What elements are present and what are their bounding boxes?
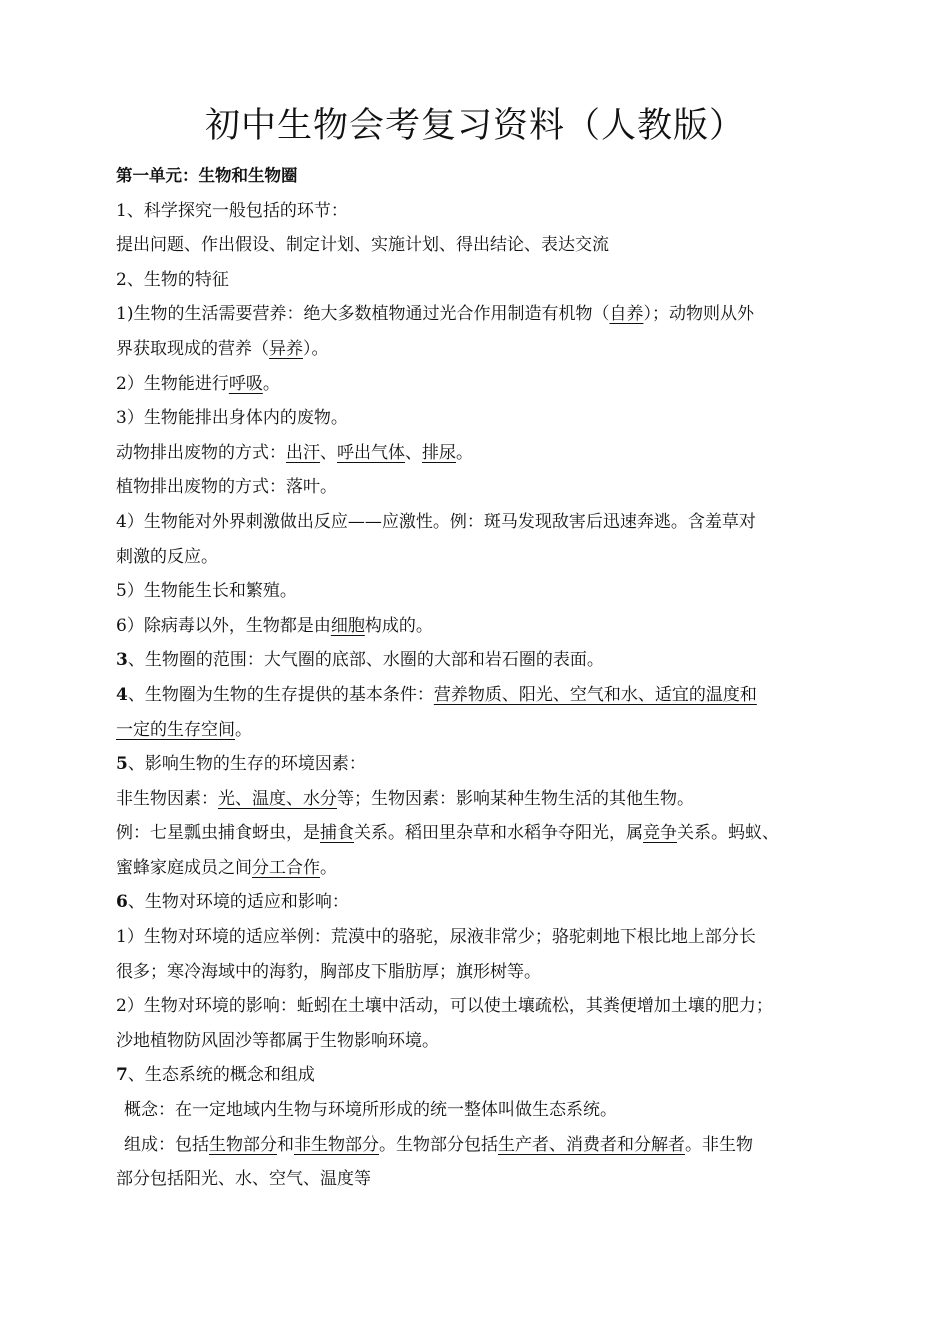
text-segment: 4）生物能对外界刺激做出反应——应激性。例：斑马发现敌害后迅速奔逃。含羞草对 (116, 511, 756, 532)
text-line (116, 367, 838, 402)
text-line (116, 609, 838, 644)
text-segment: 2）生物能进行 (116, 373, 229, 394)
text-segment: ）。 (303, 338, 329, 359)
text-line (116, 782, 838, 817)
text-line (116, 643, 838, 678)
text-segment: 。 (262, 373, 280, 394)
underlined-term: 呼出气体 (337, 442, 405, 463)
underlined-term: 一定的生存空间 (116, 719, 235, 740)
text-segment: 沙地植物防风固沙等都属于生物影响环境。 (116, 1030, 439, 1051)
text-segment: 非生物因素： (116, 788, 218, 809)
text-line (116, 436, 838, 471)
text-segment: 、生物对环境的适应和影响： (127, 892, 349, 913)
text-segment: 3）生物能排出身体内的废物。 (116, 408, 348, 429)
text-segment: 组成：包括 (124, 1134, 209, 1155)
text-segment: 6）除病毒以外，生物都是由 (116, 615, 331, 636)
underlined-term: 呼吸 (228, 373, 263, 394)
text-line (116, 470, 838, 505)
document-body (116, 159, 838, 1197)
text-segment: 、 (320, 442, 337, 463)
underlined-term: 竞争 (643, 823, 677, 844)
underlined-term: 生物部分 (209, 1134, 277, 1155)
text-segment: 2、生物的特征 (116, 269, 229, 290)
text-segment: 概念：在一定地域内生物与环境所形成的统一整体叫做生态系统。 (124, 1100, 617, 1121)
underlined-term: 自养 (609, 304, 644, 325)
text-segment: 蜜蜂家庭成员之间 (116, 857, 252, 878)
underlined-term: 分工合作 (252, 857, 320, 878)
body-lines (116, 194, 838, 1197)
underlined-term: 捕食 (320, 823, 354, 844)
text-line (116, 540, 838, 575)
text-line (116, 574, 838, 609)
text-segment: 和 (277, 1134, 294, 1155)
item-number: 6 (116, 892, 128, 913)
text-segment: 。 (235, 719, 252, 740)
item-number: 7 (116, 1065, 128, 1086)
text-segment: 、 (405, 442, 422, 463)
text-segment: 很多；寒冷海域中的海豹，胸部皮下脂肪厚；旗形树等。 (116, 961, 541, 982)
underlined-term: 排尿 (422, 442, 456, 463)
item-number: 4 (116, 684, 128, 705)
text-line (116, 194, 838, 229)
text-line (116, 1093, 838, 1128)
text-segment: 。生物部分包括 (379, 1134, 498, 1155)
underlined-term: 光、温度、水分 (218, 788, 337, 809)
item-number: 5 (116, 754, 128, 775)
text-segment: 部分包括阳光、水、空气、温度等 (116, 1169, 371, 1190)
underlined-term: 营养物质、阳光、空气和水、适宜的温度和 (433, 684, 757, 705)
text-segment: 等；生物因素：影响某种生物生活的其他生物。 (337, 788, 694, 809)
underlined-term: 出汗 (286, 442, 320, 463)
underlined-term: 异养 (269, 338, 303, 359)
text-line (116, 747, 838, 782)
text-line (116, 955, 838, 990)
unit-heading: 第一单元：生物和生物圈 (116, 166, 298, 185)
text-segment: 。 (456, 442, 473, 463)
text-line (116, 713, 838, 748)
text-segment: 构成的。 (364, 615, 433, 636)
underlined-term: 非生物部分 (294, 1134, 379, 1155)
text-segment: 、生态系统的概念和组成 (127, 1065, 315, 1086)
text-line (116, 885, 838, 920)
text-segment: 例：七星瓢虫捕食蚜虫，是 (116, 823, 320, 844)
text-segment: 提出问题、作出假设、制定计划、实施计划、得出结论、表达交流 (116, 235, 609, 256)
item-number: 3 (116, 650, 128, 671)
text-segment: 、生物圈为生物的生存提供的基本条件： (127, 684, 434, 705)
text-segment: 。 (320, 857, 337, 878)
text-line (116, 989, 838, 1024)
text-line (116, 1162, 838, 1197)
text-line (116, 1058, 838, 1093)
text-line (116, 1024, 838, 1059)
text-line (116, 505, 838, 540)
text-segment: 。非生物 (685, 1134, 753, 1155)
underlined-term: 细胞 (330, 615, 365, 636)
text-segment: 刺激的反应。 (116, 546, 218, 567)
text-segment: ）；动物则从外 (643, 304, 754, 325)
text-segment: 2）生物对环境的影响：蚯蚓在土壤中活动，可以使土壤疏松，其粪便增加土壤的肥力； (116, 996, 773, 1017)
text-segment: 1）生物对环境的适应举例：荒漠中的骆驼，尿液非常少；骆驼刺地下根比地上部分长 (116, 927, 756, 948)
underlined-term: 生产者、消费者和分解者 (498, 1134, 685, 1155)
text-segment: 、影响生物的生存的环境因素： (127, 754, 366, 775)
text-line (116, 920, 838, 955)
text-segment: 1)生物的生活需要营养：绝大多数植物通过光合作用制造有机物（ (116, 304, 610, 325)
text-segment: 1、科学探究一般包括的环节： (116, 200, 348, 221)
text-segment: 、生物圈的范围：大气圈的底部、水圈的大部和岩石圈的表面。 (127, 650, 604, 671)
text-segment: 动物排出废物的方式： (116, 442, 286, 463)
text-line (116, 297, 838, 332)
text-line (116, 228, 838, 263)
text-line (116, 816, 838, 851)
text-line (116, 263, 838, 298)
text-segment: 界获取现成的营养（ (116, 338, 269, 359)
text-segment: 关系。蚂蚁、 (677, 823, 779, 844)
text-line (116, 851, 838, 886)
text-segment: 关系。稻田里杂草和水稻争夺阳光，属 (354, 823, 643, 844)
text-line (116, 401, 838, 436)
document-title: 初中生物会考复习资料（人教版） (204, 106, 745, 146)
text-segment: 植物排出废物的方式：落叶。 (116, 477, 337, 498)
text-segment: 5）生物能生长和繁殖。 (116, 581, 297, 602)
text-line (116, 678, 838, 713)
text-line (116, 332, 838, 367)
text-line (116, 1128, 838, 1163)
